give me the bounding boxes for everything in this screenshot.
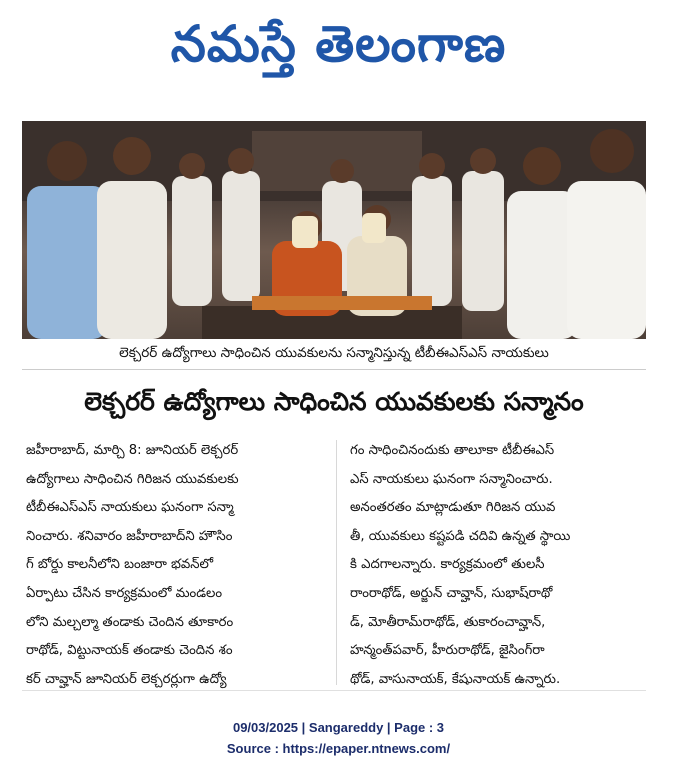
- footer-source: Source : https://epaper.ntnews.com/: [226, 741, 451, 756]
- news-photo: [22, 121, 646, 339]
- article-line: థోడ్, వాసునాయక్, కేషునాయక్ ఉన్నారు.: [350, 671, 561, 687]
- footer-dateline: 09/03/2025 | Sangareddy | Page : 3: [232, 720, 445, 735]
- article-line: జహీరాబాద్, మార్చి 8: జూనియర్ లెక్చరర్: [26, 443, 239, 458]
- newspaper-masthead: [0, 0, 677, 100]
- article-line: టీబీఈఎస్ఎస్ నాయకులు ఘనంగా సన్మా: [26, 500, 234, 516]
- article-line: ఉద్యోగాలు సాధించిన గిరిజన యువకులకు: [26, 471, 239, 487]
- article-line: డ్, మోతీరామ్‌రాథోడ్, తుకారంచావ్హాన్,: [350, 614, 546, 630]
- article-line: తీ, యువకులు కష్టపడి చదివి ఉన్నత స్థాయి: [350, 528, 571, 544]
- column-divider: [336, 440, 337, 685]
- article-column-right: [350, 437, 645, 694]
- article-line: హన్మంత్‌పవార్, హీరురాథోడ్, జైసింగ్‌రా: [350, 643, 545, 659]
- article-line: లోని మల్చల్మా తండాకు చెందిన తూకారం: [26, 614, 234, 630]
- article-line: కర్ చావ్హాన్ జూనియర్ లెక్చరర్లుగా ఉద్యో: [26, 671, 227, 687]
- article-line: కి ఎదగాలన్నారు. కార్యక్రమంలో తులసీ: [350, 557, 545, 573]
- felicitation-group-photo: [22, 121, 646, 339]
- masthead-title: నమస్తే తెలంగాణ: [170, 14, 507, 73]
- article-line: గం సాధించినందుకు తాలూకా టీబీఈఎస్: [350, 443, 555, 458]
- article-line: అనంతరతం మాట్లాడుతూ గిరిజన యువ: [350, 500, 556, 516]
- caption-text: లెక్చరర్ ఉద్యోగాలు సాధించిన యువకులను సన్మానిస్తున్న టీబీఈఎస్ఎస్ నాయకులు: [119, 344, 549, 361]
- article-line: రాంరాథోడ్, అర్జున్ చావ్హాన్, సుభాష్‌రాథో: [350, 585, 553, 601]
- article-line: ఎస్ నాయకులు ఘనంగా సన్మానించారు.: [350, 471, 553, 487]
- article-line: గ్ బోర్డు కాలనీలోని బంజారా భవన్‌లో: [26, 557, 214, 573]
- article-line: ఏర్పాటు చేసిన కార్యక్రమంలో మండలం: [26, 585, 223, 601]
- photo-caption: [22, 339, 646, 370]
- article-column-left: [26, 437, 321, 694]
- article-line: నించారు. శనివారం జహీరాబాద్‌ని హౌసిం: [26, 528, 233, 544]
- headline-text: లెక్చరర్ ఉద్యోగాలు సాధించిన యువకులకు సన్మానం: [84, 387, 584, 416]
- article-line: రాథోడ్, విట్టునాయక్ తండాకు చెందిన శం: [26, 643, 233, 659]
- article-headline: [22, 380, 646, 430]
